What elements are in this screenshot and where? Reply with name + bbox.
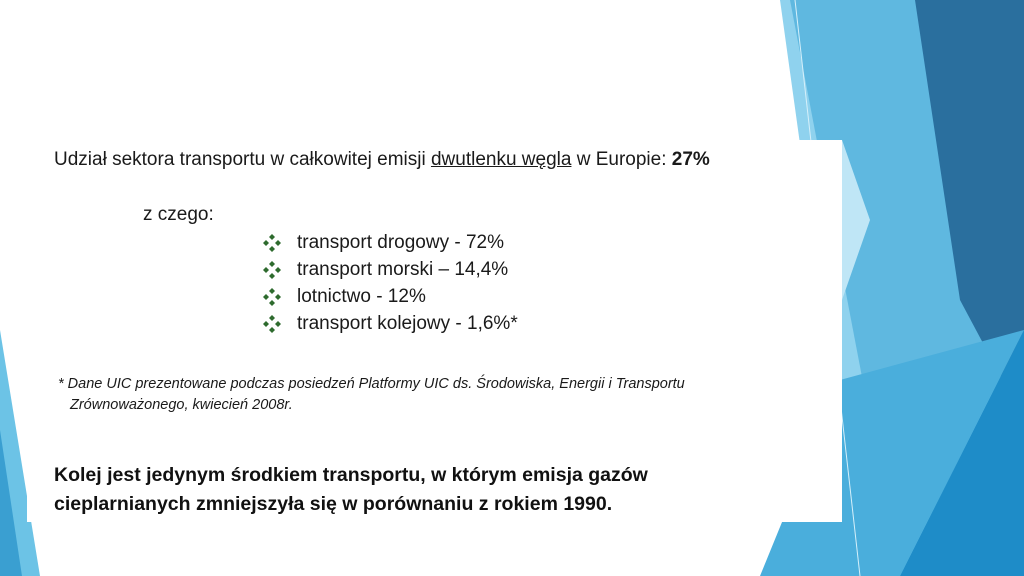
footnote-line-1: * Dane UIC prezentowane podczas posiedzeń Platformy UIC ds. Środowiska, Energii i Transportu [58,376,685,392]
headline [54,149,710,171]
conclusion [54,461,648,519]
list-item [263,283,518,310]
headline-text: Udział sektora transportu w całkowitej emisji [54,149,431,170]
four-diamond-bullet-icon [263,261,281,279]
four-diamond-bullet-icon [263,288,281,306]
bullet-list [263,229,518,337]
sub-label: z czego: [143,204,214,225]
list-item [263,256,518,283]
four-diamond-bullet-icon [263,315,281,333]
footnote [58,374,685,416]
bullet-text: lotnictwo - 12% [297,286,426,307]
conclusion-line-2: cieplarnianych zmniejszyła się w porównaniu z rokiem 1990. [54,493,613,515]
bullet-text: transport kolejowy - 1,6%* [297,313,518,334]
list-item [263,310,518,337]
list-item [263,229,518,256]
headline-value: 27% [671,149,710,170]
footnote-line-2: Zrównoważonego, kwiecień 2008r. [70,397,293,413]
content-box [27,140,842,522]
four-diamond-bullet-icon [263,234,281,252]
bullet-text: transport drogowy - 72% [297,232,504,253]
bullet-text: transport morski – 14,4% [297,259,509,280]
headline-underlined: dwutlenku węgla [430,149,572,170]
conclusion-line-1: Kolej jest jedynym środkiem transportu, w którym emisja gazów [54,464,648,486]
headline-middle: w Europie: [571,149,672,170]
